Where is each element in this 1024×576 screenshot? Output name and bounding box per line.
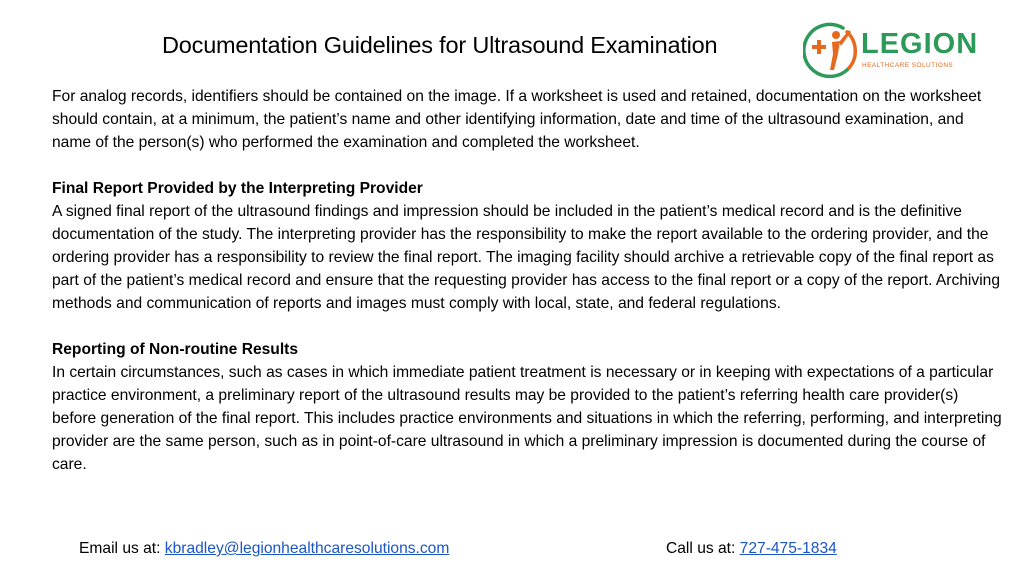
section-heading: Final Report Provided by the Interpreting Provider <box>52 180 423 197</box>
section-heading: Reporting of Non-routine Results <box>52 341 299 358</box>
intro-paragraph: For analog records, identifiers should be contained on the image. If a worksheet is used and retained, documentation on the worksheet should contain, at a minimum, the patient’s name and other identifying information, date and time of the ultrasound examination, and name of the person(s) who performed the examination and completed the worksheet. <box>52 88 982 151</box>
company-logo <box>803 20 983 82</box>
email-link[interactable]: kbradley@legionhealthcaresolutions.com <box>164 540 450 557</box>
logo-tagline: HEALTHCARE SOLUTIONS <box>862 62 954 69</box>
logo-wordmark: LEGION <box>861 28 979 60</box>
footer-phone <box>666 540 837 558</box>
section-text: In certain circumstances, such as cases in which immediate patient treatment is necessary or in keeping with expectations of a particular practice environment, a preliminary report of the ultrasound results may be provided to the patient’s referring health care provider(s) before generation of the final report. This includes practice environments and situations in which the referring, performing, and interpreting provider are the same person, such as in point-of-care ultrasound in which a preliminary impression is documented during the course of care. <box>52 364 1002 473</box>
phone-link[interactable]: 727-475-1834 <box>739 540 837 557</box>
section-non-routine-results <box>52 338 1002 476</box>
footer-email <box>79 540 449 558</box>
phone-label: Call us at: <box>666 540 740 557</box>
section-final-report <box>52 177 1002 315</box>
email-label: Email us at: <box>79 540 165 557</box>
document-body <box>52 85 1002 499</box>
page-title: Documentation Guidelines for Ultrasound Examination <box>162 32 718 58</box>
logo-emblem-icon <box>803 20 861 82</box>
section-text: A signed final report of the ultrasound findings and impression should be included in the patient’s medical record and is the definitive documentation of the study. The interpreting provider has the responsibility to make the report available to the ordering provider, and the ordering provider has a responsibility to review the final report. The imaging facility should archive a retrievable copy of the final report as part of the patient’s medical record and ensure that the requesting provider has access to the final report or a copy of the report. Archiving methods and communication of reports and images must comply with local, state, and federal regulations. <box>52 203 1001 312</box>
